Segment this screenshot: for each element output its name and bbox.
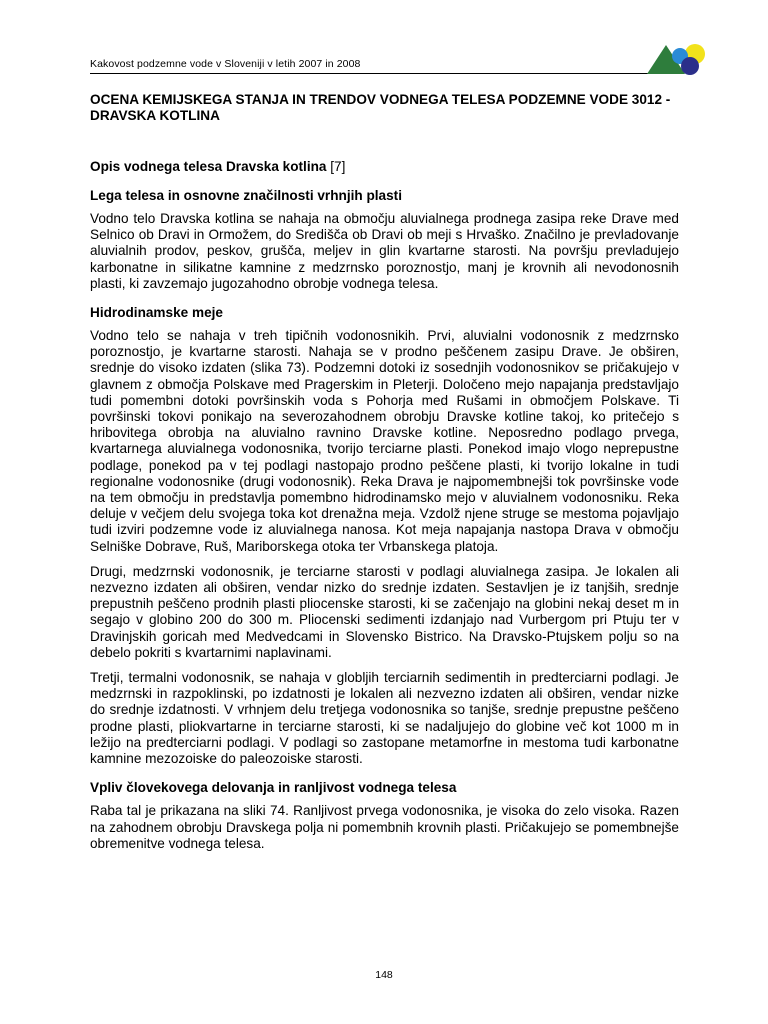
document-title: OCENA KEMIJSKEGA STANJA IN TRENDOV VODNEGA TELESA PODZEMNE VODE 3012 - DRAVSKA KOTLINA bbox=[90, 92, 671, 123]
subsection-heading: Lega telesa in osnovne značilnosti vrhnjih plasti bbox=[90, 188, 402, 203]
paragraph: Drugi, medzrnski vodonosnik, je terciarne starosti v podlagi aluvialnega zasipa. Je lokalen ali nezvezno izdaten ali obširen, vendar nizko do srednje izdaten. Sestavljen je iz tanjših, srednje prepustnih peščeno prodnih plasti pliocenske starosti, ki se začenjajo na globini nekaj deset m in segajo v globino 200 do 300 m. Pliocenski sedimenti izdanjajo nad Vurbergom pri Ptuju ter v Dravinjskih goricah med Medvedcami in Slovensko Bistrico. Na Dravsko-Ptujskem polju so na debelo pokriti s kvartarnimi naplavinami. bbox=[90, 563, 679, 660]
running-header: Kakovost podzemne vode v Sloveniji v letih 2007 in 2008 bbox=[90, 58, 361, 70]
section-title-text: Opis vodnega telesa Dravska kotlina bbox=[90, 159, 327, 174]
agency-logo-icon bbox=[645, 42, 707, 76]
page-number: 148 bbox=[375, 969, 393, 981]
subsection-heading: Vpliv človekovega delovanja in ranljivost vodnega telesa bbox=[90, 780, 457, 796]
section-title bbox=[90, 158, 679, 175]
document-body bbox=[90, 92, 679, 864]
paragraph: Raba tal je prikazana na sliki 74. Ranljivost prvega vodonosnika, je visoka do zelo visoka. Razen na zahodnem obrobju Dravskega polja ni pomembnih krovnih plasti. Pričakujejo se pomembnejše obremenitve vodnega telesa. bbox=[90, 803, 679, 851]
paragraph: Tretji, termalni vodonosnik, se nahaja v globljih terciarnih sedimentih in predterciarni podlagi. Je medzrnski in razpoklinski, po izdatnosti je lokalen ali nezvezno izdaten ali obširen, vendar nizke do srednje izdatnosti. V vrhnjem delu tretjega vodonosnika so tanjše, srednje prepustne peščeno prodne plasti, pliokvartarne in terciarne starosti, ki se nadaljujejo do globine več kot 1000 m in ležijo na predterciarni podlagi. V podlagi so zastopane metamorfne in mestoma tudi karbonatne kamnine mezozoiske do paleozoiske starosti. bbox=[90, 670, 679, 767]
paragraph: Vodno telo se nahaja v treh tipičnih vodonosnikih. Prvi, aluvialni vodonosnik z medzrnsko poroznostjo, je kvartarne starosti. Nahaja se v prodno peščenem zasipu Drave. Je obširen, srednje do visoko izdaten (slika 73). Podzemni dotoki iz sosednjih vodonosnikov se pričakujejo v glavnem z območja Polskave med Pragerskim in Pleterji. Določeno mejo napajanja predstavljajo tudi pomembni dotoki površinskih voda s Pohorja med Rušami in območjem Polskave. Ti površinski tokovi ponikajo na severozahodnem obrobju Dravske kotline takoj, ko pritečejo s hribovitega obrobja na aluvialno ravnino Dravske kotline. Neposredno podlago prvega, kvartarnega aluvialnega vodonosnika, tvorijo terciarne plasti. Ponekod imajo vlogo neprepustne podlage, ponekod pa v tej podlagi nastopajo prodno peščene plasti, ki tvorijo lokalne in tudi regionalne vodonosnike (drugi vodonosnik). Reka Drava je najpomembnejši tok površinske vode na tem območju in predstavlja pomembno hidrodinamsko mejo v aluvialnem vodonosniku. Reka deluje v večjem delu svojega toka kot drenažna meja. Vzdolž njene struge se mestoma pojavljajo tudi izviri podzemne vode iz aluvialnega nanosa. Kot meja napajanja nastopa Drava v območju Selniške Dobrave, Ruš, Mariborskega otoka ter Vrbanskega platoja. bbox=[90, 328, 679, 554]
paragraph: Vodno telo Dravska kotlina se nahaja na območju aluvialnega prodnega zasipa reke Drave med Selnico ob Dravi in Ormožem, do Središča ob Dravi ob meji s Hrvaško. Značilno je prevladovanje aluvialnih prodov, peskov, grušča, meljev in glin kvartarne starosti. Na površju prevladujejo karbonatne in silikatne kamnine z medzrnsko poroznostjo, manj je krovnih ali nevodonosnih plasti, ki zavzemajo jugozahodno obrobje vodnega telesa. bbox=[90, 211, 679, 291]
header-rule bbox=[90, 73, 679, 74]
logo-dark-circle bbox=[681, 57, 699, 75]
section-reference: [7] bbox=[330, 159, 346, 174]
subsection-heading: Hidrodinamske meje bbox=[90, 305, 223, 321]
